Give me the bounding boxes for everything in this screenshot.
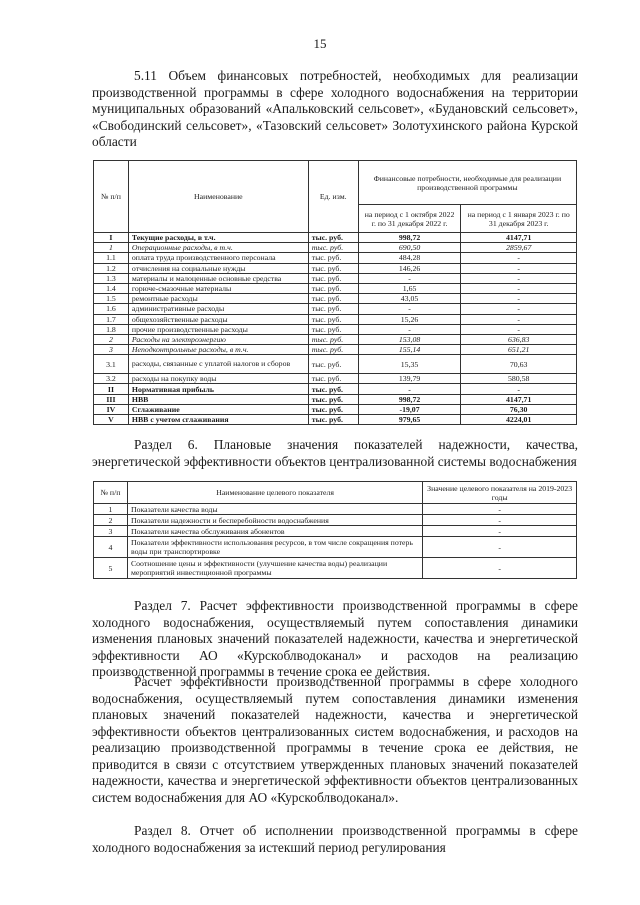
indicators-row <box>94 526 577 537</box>
finance-cell-period2: 70,63 <box>461 355 577 374</box>
finance-cell-num: 1.3 <box>94 273 129 283</box>
finance-row <box>94 334 577 344</box>
finance-cell-period2: 4224,01 <box>461 415 577 425</box>
finance-row <box>94 345 577 355</box>
finance-cell-unit: тыс. руб. <box>308 415 358 425</box>
indicators-header-value: Значение целевого показателя на 2019-2023 годы <box>423 482 577 504</box>
finance-header-group: Финансовые потребности, необходимые для реализации производственной программы <box>358 161 576 205</box>
finance-cell-period1: -19,07 <box>358 404 461 414</box>
finance-header-period1: на период с 1 октября 2022 г. по 31 декабря 2022 г. <box>358 205 461 233</box>
finance-cell-period1: - <box>358 384 461 394</box>
finance-cell-num: 1.2 <box>94 263 129 273</box>
indicators-table <box>93 481 577 579</box>
finance-cell-name: Сглаживание <box>128 404 308 414</box>
finance-cell-num: IV <box>94 404 129 414</box>
finance-cell-name: расходы на покупку воды <box>128 374 308 384</box>
finance-cell-period1: 484,28 <box>358 253 461 263</box>
finance-cell-name: прочие производственные расходы <box>128 324 308 334</box>
finance-cell-num: 3 <box>94 345 129 355</box>
finance-cell-num: 1.5 <box>94 294 129 304</box>
finance-cell-num: 3.1 <box>94 355 129 374</box>
finance-cell-name: оплата труда производственного персонала <box>128 253 308 263</box>
finance-cell-name: Неподконтрольные расходы, в т.ч. <box>128 345 308 355</box>
finance-cell-period1: 690,50 <box>358 243 461 253</box>
indicators-cell-name: Показатели качества обслуживания абонентов <box>127 526 422 537</box>
finance-cell-name: Текущие расходы, в т.ч. <box>128 233 308 243</box>
finance-row <box>94 324 577 334</box>
finance-cell-period1: - <box>358 273 461 283</box>
finance-row <box>94 263 577 273</box>
finance-cell-period2: 76,30 <box>461 404 577 414</box>
finance-cell-period2: 4147,71 <box>461 394 577 404</box>
finance-cell-period2: - <box>461 273 577 283</box>
finance-cell-period2: - <box>461 324 577 334</box>
finance-cell-period1: 139,79 <box>358 374 461 384</box>
finance-row <box>94 415 577 425</box>
indicators-row <box>94 558 577 579</box>
finance-row <box>94 404 577 414</box>
finance-cell-unit: тыс. руб. <box>308 314 358 324</box>
finance-cell-unit: тыс. руб. <box>308 394 358 404</box>
finance-cell-name: расходы, связанные с уплатой налогов и сборов <box>128 355 308 374</box>
indicators-cell-name: Показатели надежности и бесперебойности водоснабжения <box>127 515 422 526</box>
finance-cell-unit: тыс. руб. <box>308 404 358 414</box>
finance-cell-period2: - <box>461 294 577 304</box>
finance-row <box>94 394 577 404</box>
section-7-paragraph-2: Расчет эффективности производственной программы в сфере холодного водоснабжения, осуществляемый путем сопоставления динамики изменения плановых значений показателей надежности, качества и энергетической эффективности объектов централизованных систем водоснабжения, и расходов на реализацию производственной программы в течение срока ее действия, не приводится в связи с отсутствием утвержденных плановых значений показателей надежности, качества и энергетической эффективности объектов централизованных систем водоснабжения для АО «Курскоблводоканал». <box>92 674 578 805</box>
finance-row <box>94 294 577 304</box>
finance-cell-period2: 636,83 <box>461 334 577 344</box>
finance-cell-unit: тыс. руб. <box>308 384 358 394</box>
finance-row <box>94 384 577 394</box>
finance-cell-unit: тыс. руб. <box>308 355 358 374</box>
finance-cell-period1: 979,65 <box>358 415 461 425</box>
indicators-header-num: № п/п <box>94 482 128 504</box>
finance-cell-period2: 2859,67 <box>461 243 577 253</box>
indicators-header-name: Наименование целевого показателя <box>127 482 422 504</box>
indicators-cell-num: 3 <box>94 526 128 537</box>
finance-cell-name: НВВ с учетом сглаживания <box>128 415 308 425</box>
finance-cell-unit: тыс. руб. <box>308 374 358 384</box>
finance-cell-num: 1.6 <box>94 304 129 314</box>
finance-cell-name: горюче-смазочные материалы <box>128 283 308 293</box>
finance-cell-period1: 998,72 <box>358 233 461 243</box>
finance-cell-num: 1.7 <box>94 314 129 324</box>
finance-cell-period2: 4147,71 <box>461 233 577 243</box>
finance-cell-period1: 15,35 <box>358 355 461 374</box>
finance-cell-num: 1.4 <box>94 283 129 293</box>
finance-header-num: № п/п <box>94 161 129 233</box>
finance-cell-unit: тыс. руб. <box>308 243 358 253</box>
finance-cell-unit: тыс. руб. <box>308 324 358 334</box>
finance-row <box>94 304 577 314</box>
finance-cell-num: 2 <box>94 334 129 344</box>
indicators-cell-name: Соотношение цены и эффективности (улучшение качества воды) реализации мероприятий инвестиционной программы <box>127 558 422 579</box>
finance-cell-period2: - <box>461 283 577 293</box>
finance-cell-period1: - <box>358 304 461 314</box>
finance-cell-period1: 998,72 <box>358 394 461 404</box>
finance-cell-name: Операционные расходы, в т.ч. <box>128 243 308 253</box>
indicators-cell-num: 1 <box>94 504 128 515</box>
indicators-cell-value: - <box>423 558 577 579</box>
finance-cell-period1: 15,26 <box>358 314 461 324</box>
finance-header-period2: на период с 1 января 2023 г. по 31 декабря 2023 г. <box>461 205 577 233</box>
section-5-11-heading: 5.11 Объем финансовых потребностей, необходимых для реализации производственной программы в сфере холодного водоснабжения на территории муниципальных образований «Апальковский сельсовет», «Будановский сельсовет», «Свободинский сельсовет», «Тазовский сельсовет» Золотухинского района Курской области <box>92 68 578 149</box>
indicators-cell-name: Показатели качества воды <box>127 504 422 515</box>
finance-cell-period1: 146,26 <box>358 263 461 273</box>
indicators-cell-value: - <box>423 537 577 558</box>
finance-cell-num: 3.2 <box>94 374 129 384</box>
finance-cell-period2: - <box>461 253 577 263</box>
page-number: 15 <box>313 36 327 51</box>
finance-cell-name: НВВ <box>128 394 308 404</box>
finance-cell-unit: тыс. руб. <box>308 273 358 283</box>
finance-cell-name: Расходы на электроэнергию <box>128 334 308 344</box>
finance-cell-num: II <box>94 384 129 394</box>
finance-cell-name: общехозяйственные расходы <box>128 314 308 324</box>
finance-cell-period2: - <box>461 314 577 324</box>
indicators-cell-num: 5 <box>94 558 128 579</box>
finance-cell-num: III <box>94 394 129 404</box>
indicators-row <box>94 537 577 558</box>
finance-row <box>94 314 577 324</box>
finance-cell-period1: 43,05 <box>358 294 461 304</box>
section-7-paragraph-1: Раздел 7. Расчет эффективности производственной программы в сфере холодного водоснабжения, осуществляемый путем сопоставления динамики изменения плановых значений показателей надежности, качества и энергетической эффективности АО «Курскоблводоканал» и расходов на реализацию производственной программы в течение срока ее действия. <box>92 598 578 679</box>
indicators-row <box>94 504 577 515</box>
finance-header-unit: Ед. изм. <box>308 161 358 233</box>
finance-row <box>94 355 577 374</box>
finance-cell-name: отчисления на социальные нужды <box>128 263 308 273</box>
finance-cell-period2: - <box>461 304 577 314</box>
finance-row <box>94 374 577 384</box>
finance-cell-period2: - <box>461 384 577 394</box>
finance-row <box>94 253 577 263</box>
finance-row <box>94 233 577 243</box>
indicators-cell-value: - <box>423 504 577 515</box>
finance-cell-period2: 580,58 <box>461 374 577 384</box>
finance-cell-num: 1.1 <box>94 253 129 263</box>
finance-cell-unit: тыс. руб. <box>308 283 358 293</box>
finance-cell-period2: - <box>461 263 577 273</box>
finance-cell-name: материалы и малоценные основные средства <box>128 273 308 283</box>
finance-cell-num: 1 <box>94 243 129 253</box>
finance-cell-num: I <box>94 233 129 243</box>
finance-cell-unit: тыс. руб. <box>308 345 358 355</box>
indicators-cell-num: 2 <box>94 515 128 526</box>
finance-row <box>94 283 577 293</box>
finance-cell-period1: 155,14 <box>358 345 461 355</box>
indicators-cell-num: 4 <box>94 537 128 558</box>
finance-header-name: Наименование <box>128 161 308 233</box>
finance-cell-num: V <box>94 415 129 425</box>
finance-table <box>93 160 577 425</box>
finance-row <box>94 243 577 253</box>
finance-cell-unit: тыс. руб. <box>308 294 358 304</box>
indicators-cell-value: - <box>423 515 577 526</box>
finance-cell-unit: тыс. руб. <box>308 253 358 263</box>
finance-cell-period1: 153,08 <box>358 334 461 344</box>
section-8-heading: Раздел 8. Отчет об исполнении производственной программы в сфере холодного водоснабжения за истекший период регулирования <box>92 823 578 855</box>
finance-cell-period2: 651,21 <box>461 345 577 355</box>
finance-cell-name: ремонтные расходы <box>128 294 308 304</box>
finance-cell-unit: тыс. руб. <box>308 334 358 344</box>
finance-cell-name: Нормативная прибыль <box>128 384 308 394</box>
finance-cell-unit: тыс. руб. <box>308 263 358 273</box>
finance-cell-unit: тыс. руб. <box>308 304 358 314</box>
indicators-cell-name: Показатели эффективности использования ресурсов, в том числе сокращения потерь воды при транспортировке <box>127 537 422 558</box>
section-6-heading: Раздел 6. Плановые значения показателей надежности, качества, энергетической эффективности объектов централизованной системы водоснабжения <box>92 437 578 469</box>
finance-cell-name: административные расходы <box>128 304 308 314</box>
finance-cell-unit: тыс. руб. <box>308 233 358 243</box>
finance-cell-period1: 1,65 <box>358 283 461 293</box>
indicators-cell-value: - <box>423 526 577 537</box>
finance-row <box>94 273 577 283</box>
indicators-row <box>94 515 577 526</box>
finance-cell-num: 1.8 <box>94 324 129 334</box>
finance-cell-period1: - <box>358 324 461 334</box>
